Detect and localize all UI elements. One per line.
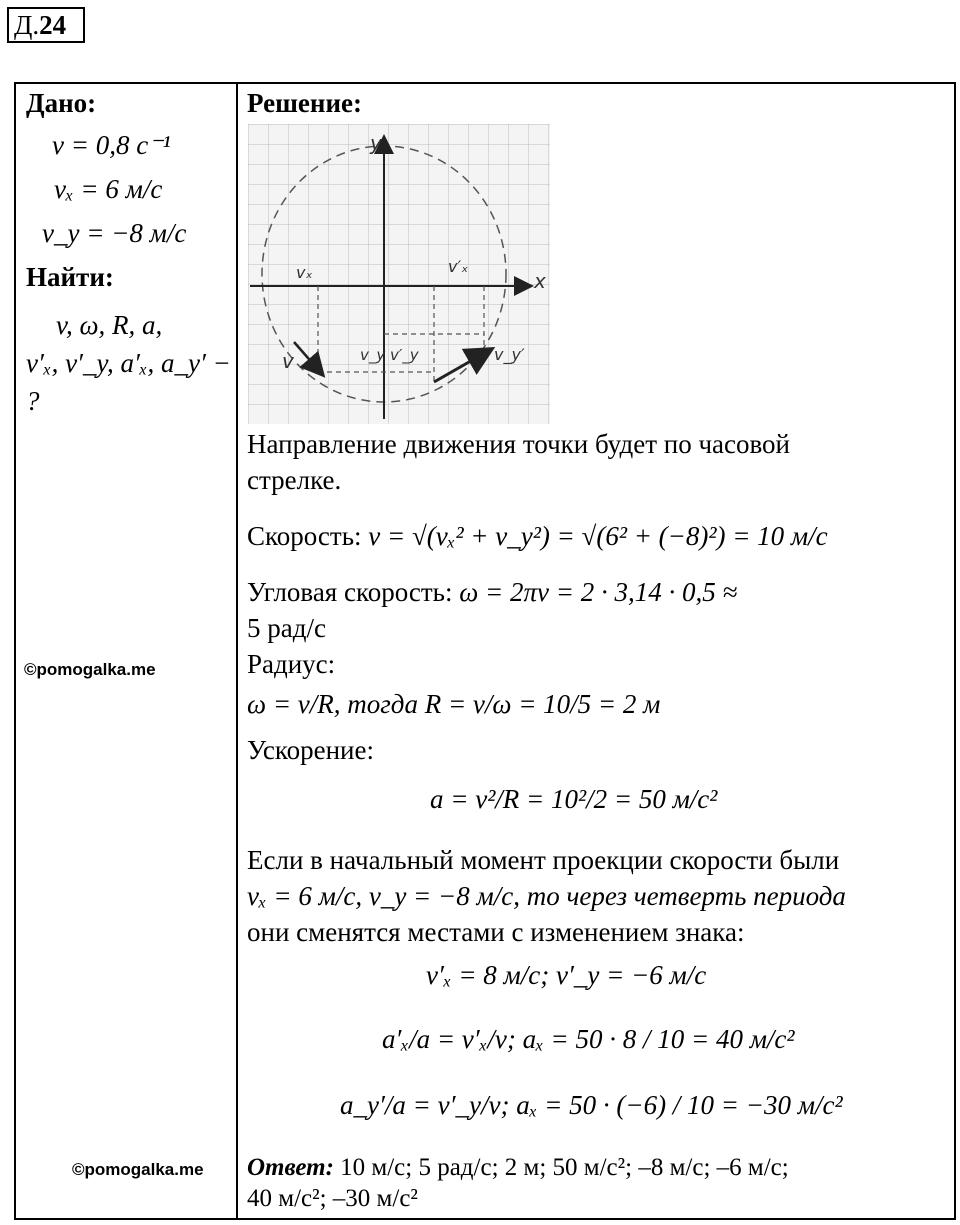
angular-row — [247, 574, 737, 610]
speed-label: Скорость: — [247, 521, 362, 551]
sketch-label-v: v — [282, 349, 294, 373]
tag-number: 24 — [39, 10, 67, 40]
direction-line-1: Направление движения точки будет по часовой — [247, 429, 791, 459]
problem-number-tag — [7, 7, 85, 43]
swap-equation: v′ₓ = 8 м/с; v′_y = −6 м/с — [426, 960, 707, 990]
speed-equation: v = √(vₓ² + v_y²) = √(6² + (−8)²) = 10 м/с — [368, 521, 828, 551]
find-line-3: ? — [26, 386, 40, 416]
accel-equation: a = v²/R = 10²/2 = 50 м/с² — [430, 784, 718, 814]
direction-line-2: стрелке. — [247, 465, 342, 495]
find-list — [26, 306, 231, 420]
sketch-label-y: y — [370, 131, 382, 155]
sketch-label-vy2: v′_y — [390, 346, 419, 364]
angular-equation: ω = 2πν = 2 · 3,14 · 0,5 ≈ — [459, 577, 738, 607]
radius-equation: ω = v/R, тогда R = v/ω = 10/5 = 2 м — [247, 689, 661, 719]
tag-prefix: Д. — [14, 10, 40, 40]
ay-equation: a_y′/a = v′_y/v; aₓ = 50 · (−6) / 10 = −30 м/с² — [340, 1090, 843, 1120]
answer-label: Ответ: — [247, 1154, 334, 1181]
find-header: Найти: — [26, 262, 114, 292]
given-column — [16, 84, 236, 1218]
solution-column — [240, 84, 954, 1218]
watermark-bottom: ©pomogalka.me — [72, 1160, 204, 1179]
sketch-label-vx2: v′ₓ — [448, 257, 469, 276]
watermark-left: ©pomogalka.me — [24, 660, 156, 679]
given-vy: v_y = −8 м/с — [42, 218, 187, 248]
sketch-label-vy: v_y — [360, 346, 386, 364]
sketch-label-vx: vₓ — [296, 263, 313, 282]
projection-line-1: Если в начальный момент проекции скорости были — [247, 845, 840, 875]
answer-block — [247, 1152, 947, 1214]
answer-line-1: 10 м/с; 5 рад/с; 2 м; 50 м/с²; –8 м/с; –6 м/с; — [340, 1154, 789, 1181]
solution-header: Решение: — [247, 88, 362, 118]
sketch-label-x: x — [534, 269, 546, 293]
given-nu: ν = 0,8 с⁻¹ — [52, 130, 171, 160]
projection-line-2: vₓ = 6 м/с, v_y = −8 м/с, то через четверть периода — [247, 881, 846, 911]
find-line-2: v′ₓ, v′_y, a′ₓ, a_y′ − — [26, 348, 231, 378]
answer-line-2: 40 м/с²; –30 м/с² — [247, 1185, 418, 1212]
accel-label: Ускорение: — [247, 735, 374, 765]
angular-label: Угловая скорость: — [247, 577, 453, 607]
given-vx: vₓ = 6 м/с — [54, 174, 163, 204]
projection-line-3: они сменятся местами с изменением знака: — [247, 917, 745, 947]
column-divider — [236, 82, 238, 1220]
ax-equation: a′ₓ/a = v′ₓ/v; aₓ = 50 · 8 / 10 = 40 м/с² — [382, 1024, 795, 1054]
angular-result: 5 рад/с — [247, 613, 326, 643]
find-line-1: v, ω, R, a, — [56, 310, 163, 340]
speed-row — [247, 518, 828, 554]
velocity-sketch — [248, 124, 550, 424]
given-header: Дано: — [26, 88, 97, 118]
sketch-label-vy3: v_y′ — [494, 345, 525, 364]
radius-label: Радиус: — [247, 649, 336, 679]
